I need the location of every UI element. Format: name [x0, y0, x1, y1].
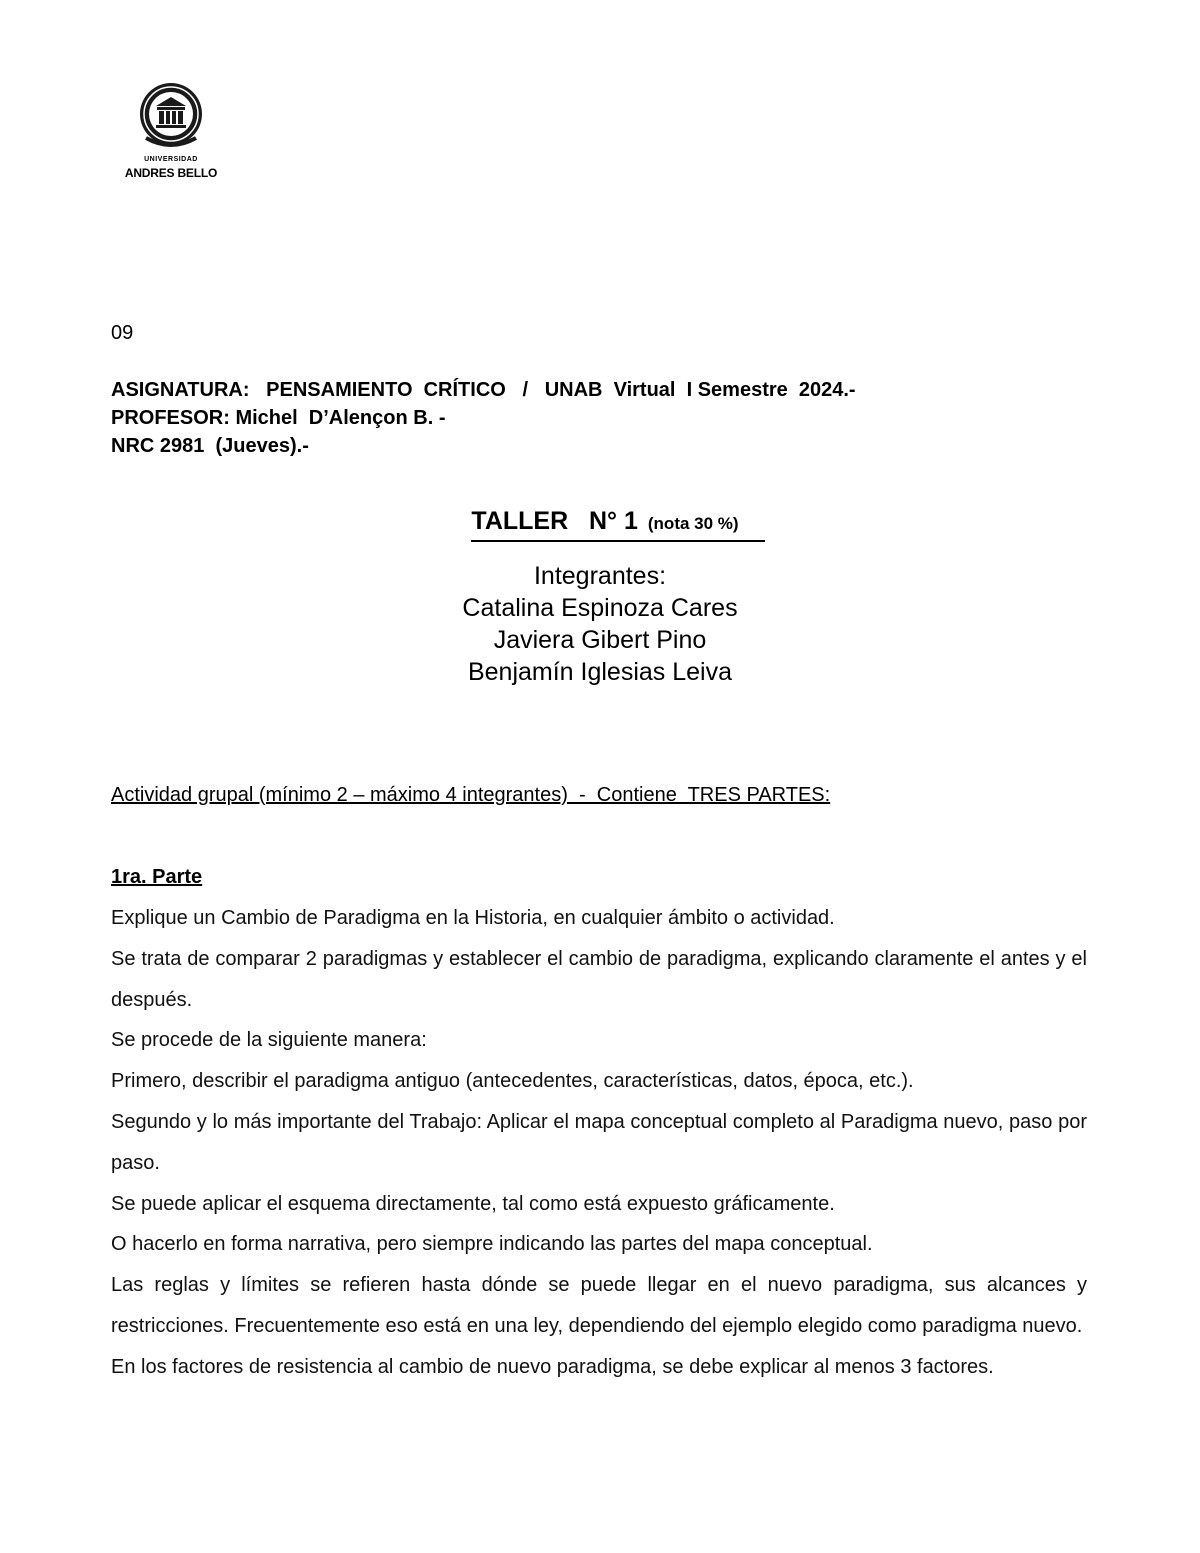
course-header	[111, 376, 856, 460]
paragraph: Se trata de comparar 2 paradigmas y establecer el cambio de paradigma, explicando claramente el antes y el después.	[111, 947, 1087, 1011]
part-1-heading: 1ra. Parte	[111, 866, 203, 888]
logo-university-label: UNIVERSIDAD	[144, 156, 198, 163]
paragraph: En los factores de resistencia al cambio de nuevo paradigma, se debe explicar al menos 3 factores.	[111, 1355, 994, 1378]
paragraph: Las reglas y límites se refieren hasta dónde se puede llegar en el nuevo paradigma, sus alcances y restricciones. Frecuentemente eso está en una ley, dependiendo del ejemplo elegido como paradigma nuevo.	[111, 1274, 1087, 1337]
university-seal-icon	[116, 80, 226, 156]
course-code: 09	[111, 322, 134, 344]
paragraph: Segundo y lo más importante del Trabajo: Aplicar el mapa conceptual completo al Paradigma nuevo, paso por paso.	[111, 1110, 1087, 1174]
logo-university-name: ANDRES BELLO	[124, 166, 218, 180]
member-name: Javiera Gibert Pino	[493, 626, 707, 654]
nrc-line: NRC 2981 (Jueves).-	[111, 435, 309, 457]
paragraph: O hacerlo en forma narrativa, pero siempre indicando las partes del mapa conceptual.	[111, 1233, 873, 1256]
workshop-title-main: TALLER N° 1	[471, 507, 638, 535]
paragraph: Primero, describir el paradigma antiguo (antecedentes, características, datos, época, etc.).	[111, 1070, 914, 1093]
workshop-title	[0, 506, 1200, 542]
university-logo	[116, 80, 226, 184]
members-block	[0, 560, 1200, 688]
activity-description: Actividad grupal (mínimo 2 – máximo 4 integrantes) - Contiene TRES PARTES:	[111, 784, 831, 806]
workshop-title-note: (nota 30 %)	[647, 514, 739, 533]
members-label: Integrantes:	[533, 562, 667, 590]
paragraph: Se procede de la siguiente manera:	[111, 1029, 427, 1052]
member-name: Benjamín Iglesias Leiva	[467, 658, 733, 686]
member-name: Catalina Espinoza Cares	[462, 594, 738, 622]
professor-line: PROFESOR: Michel D’Alençon B. -	[111, 407, 446, 429]
subject-line: ASIGNATURA: PENSAMIENTO CRÍTICO / UNAB Virtual I Semestre 2024.-	[111, 379, 856, 401]
paragraph: Se puede aplicar el esquema directamente, tal como está expuesto gráficamente.	[111, 1192, 835, 1215]
paragraph: Explique un Cambio de Paradigma en la Historia, en cualquier ámbito o actividad.	[111, 907, 835, 929]
part-1-body	[111, 898, 1087, 1388]
